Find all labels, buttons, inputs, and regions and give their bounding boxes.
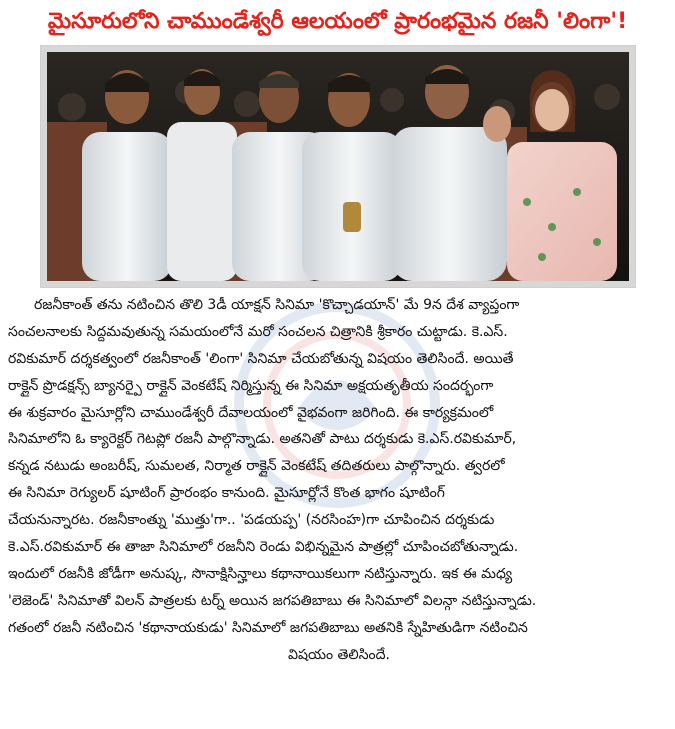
article-line: 'లెజెండ్' సినిమాతో విలన్ పాత్రలకు టర్న్ అయిన జగపతిబాబు ఈ సినిమాలో విలన్గా నటిస్తున్నాడు.	[8, 592, 537, 609]
article-line: విషయం తెలిసిందే.	[288, 646, 390, 663]
article-line: కె.ఎస్.రవికుమార్ ఈ తాజా సినిమాలో రజనీని రెండు విభిన్నమైన పాత్రల్లో చూపించబోతున్నాడు.	[8, 539, 519, 556]
article-line: గతంలో రజనీ నటించిన 'కథానాయకుడు' సినిమాలో జగపతిబాబు అతనికి స్నేహితుడిగా నటించిన	[8, 619, 528, 636]
article-line: రాక్లైన్ ప్రొడక్షన్స్ బ్యానర్పై రాక్లైన్ వెంకటేష్ నిర్మిస్తున్న ఈ సినిమా అక్షయతృతీయ సందర్భంగా	[8, 377, 494, 394]
article-headline: మైసూరులోని చాముండేశ్వరీ ఆలయంలో ప్రారంభమైన రజనీ 'లింగా'!	[47, 9, 628, 34]
article-line: రజనీకాంత్ తను నటించిన తొలి 3డీ యాక్షన్ సినిమా 'కొచ్చాడయాన్' మే 9న దేశ వ్యాప్తంగా	[34, 297, 520, 313]
article-line: రవికుమార్ దర్శకత్వంలో రజనీకాంత్ 'లింగా' సినిమా చేయబోతున్న విషయం తెలిసిందే. అయితే	[8, 350, 514, 367]
article-line: ఈ శుక్రవారం మైసూర్లోని చాముండేశ్వరీ దేవాలయంలో వైభవంగా జరిగింది. ఈ కార్యక్రమంలో	[8, 404, 494, 421]
event-photo	[47, 52, 629, 281]
article-line: ఈ సినిమా రెగ్యులర్ షూటింగ్ ప్రారంభం కానుంది. మైసూర్లోనే కొంత భాగం షూటింగ్	[8, 485, 445, 502]
article-line: చేయనున్నారట. రజనీకాంత్ను 'ముత్తు'గా.. 'పడయప్ప' (నరసింహ)గా చూపించిన దర్శకుడు	[8, 512, 495, 529]
article-line: సినిమాలోని ఓ క్యారెక్టర్ గెటప్లో రజనీ పాల్గొన్నాడు. అతనితో పాటు దర్శకుడు కె.ఎస్.రవికుమార్,	[8, 431, 517, 448]
article-line: సంచలనాలకు సిద్దమవుతున్న సమయంలోనే మరో సంచలన చిత్రానికి శ్రీకారం చుట్టాడు. కె.ఎస్.	[8, 323, 508, 340]
article-line: ఇందులో రజనీకి జోడీగా అనుష్క, సొనాక్షిసిన్హాలు కథానాయికలుగా నటిస్తున్నారు. ఇక ఈ మధ్య	[8, 565, 513, 582]
photo-image-icon	[47, 52, 629, 281]
photo-frame	[41, 46, 635, 287]
article-body	[8, 292, 670, 668]
article-line: కన్నడ నటుడు అంబరీష్, సుమలత, నిర్మాత రాక్లైన్ వెంకటేష్ తదితరులు పాల్గొన్నారు. త్వరలో	[8, 458, 505, 475]
